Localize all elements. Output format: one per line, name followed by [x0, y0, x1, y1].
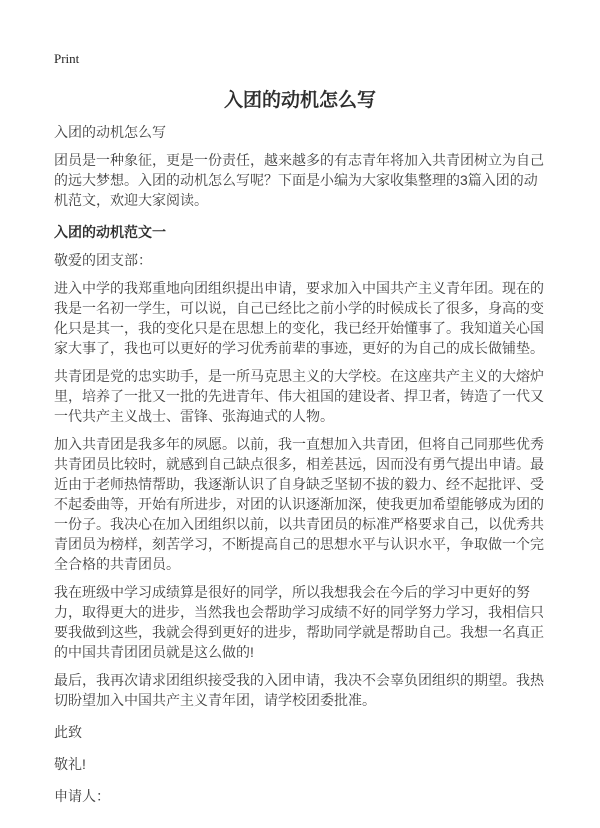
- body-paragraph-3: 加入共青团是我多年的夙愿。以前，我一直想加入共青团，但将自己同那些优秀共青团员比较时，就感到自己缺点很多，相差甚远，因而没有勇气提出申请。最近由于老师热情帮助，我逐渐认识了自身缺乏坚韧不拔的毅力、经不起批评、受不起委曲等，开始有所进步，对团的认识逐渐加深，使我更加希望能够成为团的一份子。我决心在加入团组织以前，以共青团员的标准严格要求自己，以优秀共青团员为榜样，刻苦学习，不断提高自己的思想水平与认识水平，争取做一个完全合格的共青团员。: [54, 436, 544, 572]
- body-paragraph-1: 进入中学的我郑重地向团组织提出申请，要求加入中国共产主义青年团。现在的我是一名初一学生，可以说，自己已经比之前小学的时候成长了很多，身高的变化只是其一，我的变化只是在思想上的变化，我已经开始懂事了。我知道关心国家大事了，我也可以更好的学习优秀前辈的事迹，更好的为自己的成长做铺垫。: [54, 280, 544, 356]
- body-paragraph-5: 最后，我再次请求团组织接受我的入团申请，我决不会辜负团组织的期望。我热切盼望加入中国共产主义青年团，请学校团委批准。: [54, 672, 544, 708]
- print-link[interactable]: Print: [54, 51, 80, 66]
- section-heading: 入团的动机范文一: [54, 224, 166, 240]
- closing-applicant: 申请人：: [54, 788, 110, 804]
- intro-paragraph: 团员是一种象征，更是一份责任，越来越多的有志青年将加入共青团树立为自己的远大梦想。入团的动机怎么写呢？下面是小编为大家收集整理的3篇入团的动机范文，欢迎大家阅读。: [54, 152, 544, 208]
- page-title: 入团的动机怎么写: [223, 90, 376, 111]
- salutation: 敬爱的团支部：: [54, 252, 152, 268]
- closing-cizhi: 此致: [54, 724, 82, 740]
- document-subtitle: 入团的动机怎么写: [54, 124, 166, 140]
- closing-salute: 敬礼!: [54, 756, 86, 772]
- body-paragraph-2: 共青团是党的忠实助手，是一所马克思主义的大学校。在这座共产主义的大熔炉里，培养了一批又一批的先进青年、伟大祖国的建设者、捍卫者，铸造了一代又一代共产主义战士、雷锋、张海迪式的人物。: [54, 368, 544, 424]
- body-paragraph-4: 我在班级中学习成绩算是很好的同学，所以我想我会在今后的学习中更好的努力，取得更大的进步，当然我也会帮助学习成绩不好的同学努力学习，我相信只要我做到这些，我就会得到更好的进步，帮助同学就是帮助自己。我想一名真正的中国共青团团员就是这么做的!: [54, 584, 544, 660]
